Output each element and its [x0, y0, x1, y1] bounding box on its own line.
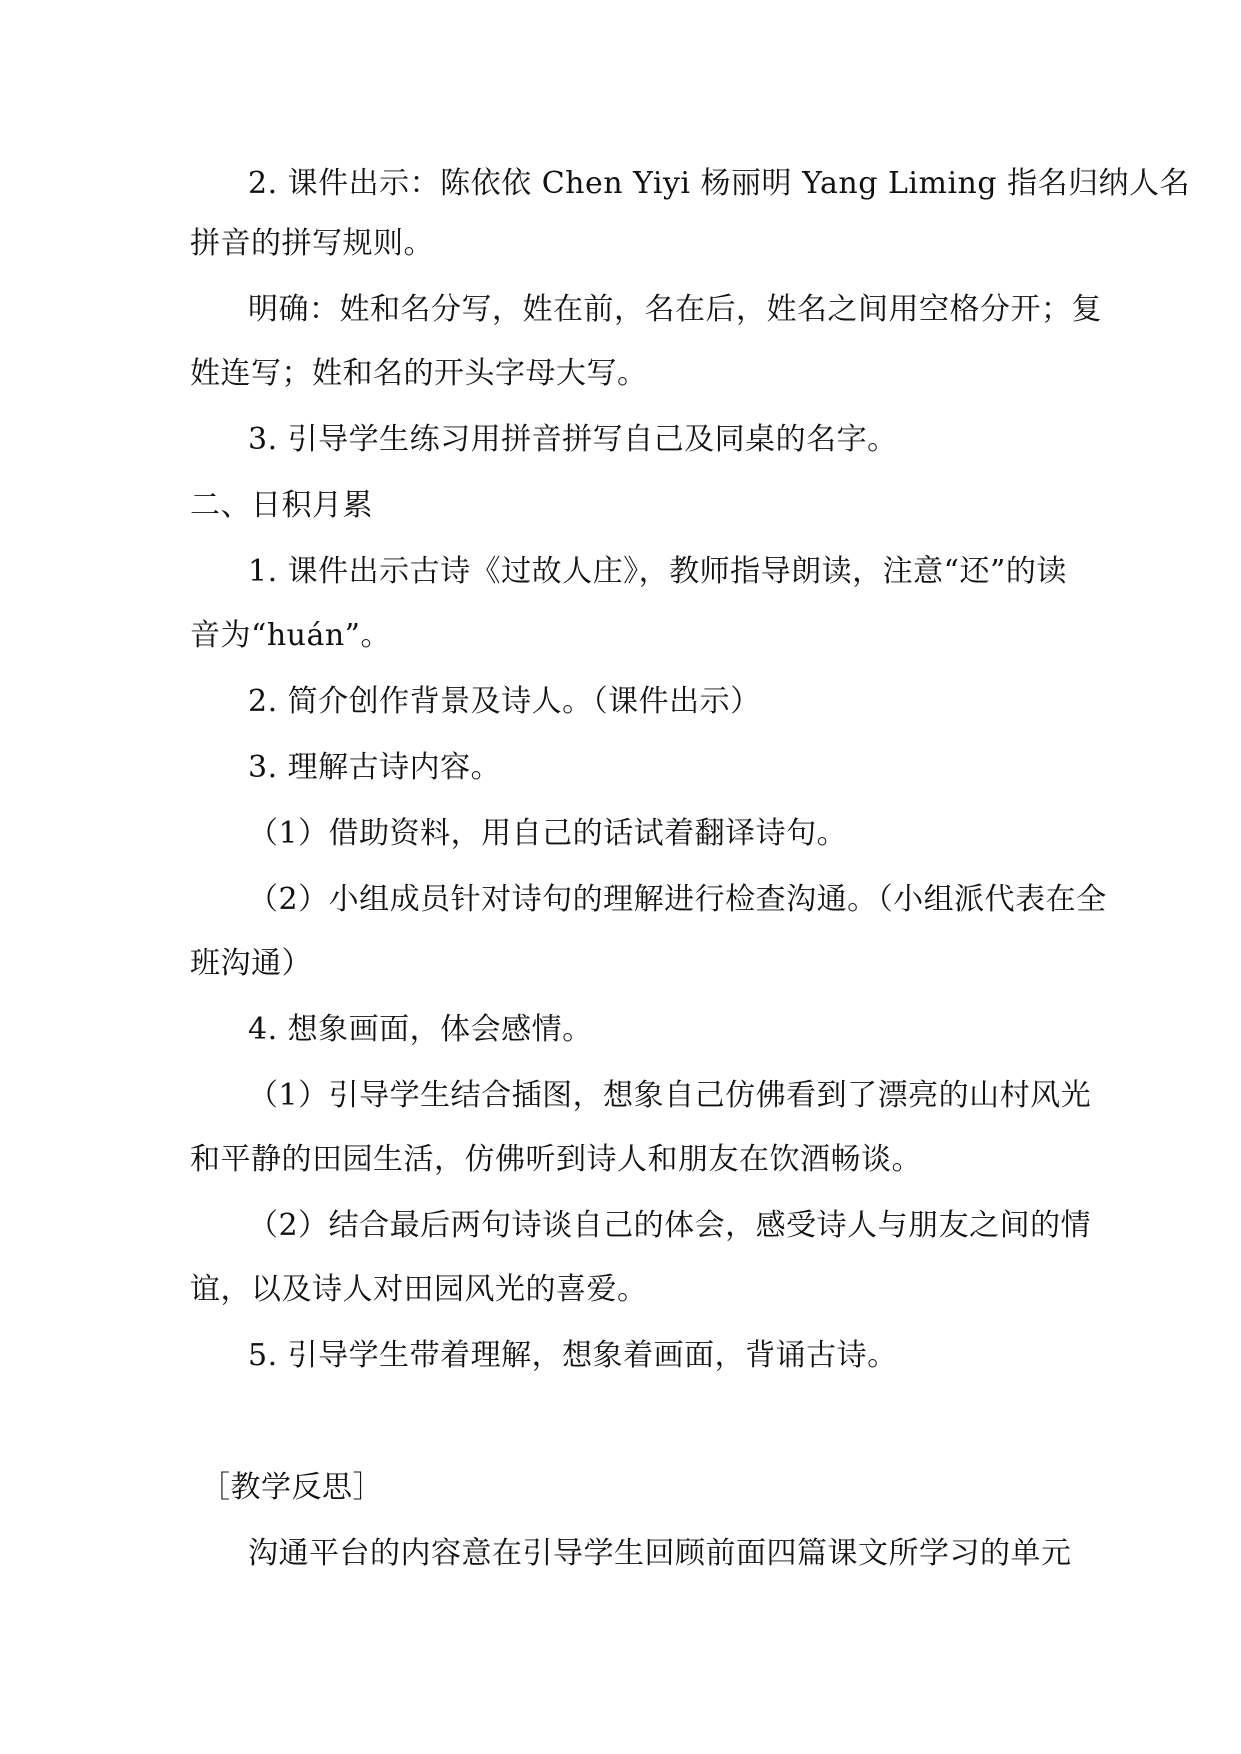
- paragraph-line: 5. 引导学生带着理解，想象着画面，背诵古诗。: [248, 1338, 898, 1373]
- paragraph-line: （1）引导学生结合插图，想象自己仿佛看到了漂亮的山村风光: [248, 1078, 1092, 1113]
- paragraph-line: 2. 课件出示：陈依依 Chen Yiyi 杨丽明 Yang Liming 指名归纳人名: [248, 166, 1191, 201]
- paragraph-line: 明确：姓和名分写，姓在前，名在后，姓名之间用空格分开；复: [248, 292, 1102, 327]
- paragraph-line: 谊，以及诗人对田园风光的喜爱。: [190, 1272, 648, 1307]
- paragraph-line: （2）结合最后两句诗谈自己的体会，感受诗人与朋友之间的情: [248, 1208, 1092, 1243]
- paragraph-line: 班沟通）: [190, 946, 312, 981]
- paragraph-line: 3. 引导学生练习用拼音拼写自己及同桌的名字。: [248, 422, 898, 457]
- paragraph-line: （2）小组成员针对诗句的理解进行检查沟通。（小组派代表在全: [248, 882, 1107, 917]
- paragraph-line: 姓连写；姓和名的开头字母大写。: [190, 356, 648, 391]
- section-label: ［教学反思］: [200, 1470, 383, 1505]
- paragraph-line: 4. 想象画面，体会感情。: [248, 1012, 593, 1047]
- paragraph-line: （1）借助资料，用自己的话试着翻译诗句。: [248, 816, 848, 851]
- paragraph-line: 3. 理解古诗内容。: [248, 750, 502, 785]
- paragraph-line: 2. 简介创作背景及诗人。（课件出示）: [248, 684, 761, 719]
- paragraph-line: 沟通平台的内容意在引导学生回顾前面四篇课文所学习的单元: [248, 1536, 1072, 1571]
- paragraph-line: 和平静的田园生活，仿佛听到诗人和朋友在饮酒畅谈。: [190, 1142, 922, 1177]
- section-heading: 二、日积月累: [190, 488, 373, 523]
- paragraph-line: 音为“huán”。: [190, 618, 392, 653]
- paragraph-line: 1. 课件出示古诗《过故人庄》，教师指导朗读，注意“还”的读: [248, 554, 1067, 589]
- paragraph-line: 拼音的拼写规则。: [190, 226, 434, 261]
